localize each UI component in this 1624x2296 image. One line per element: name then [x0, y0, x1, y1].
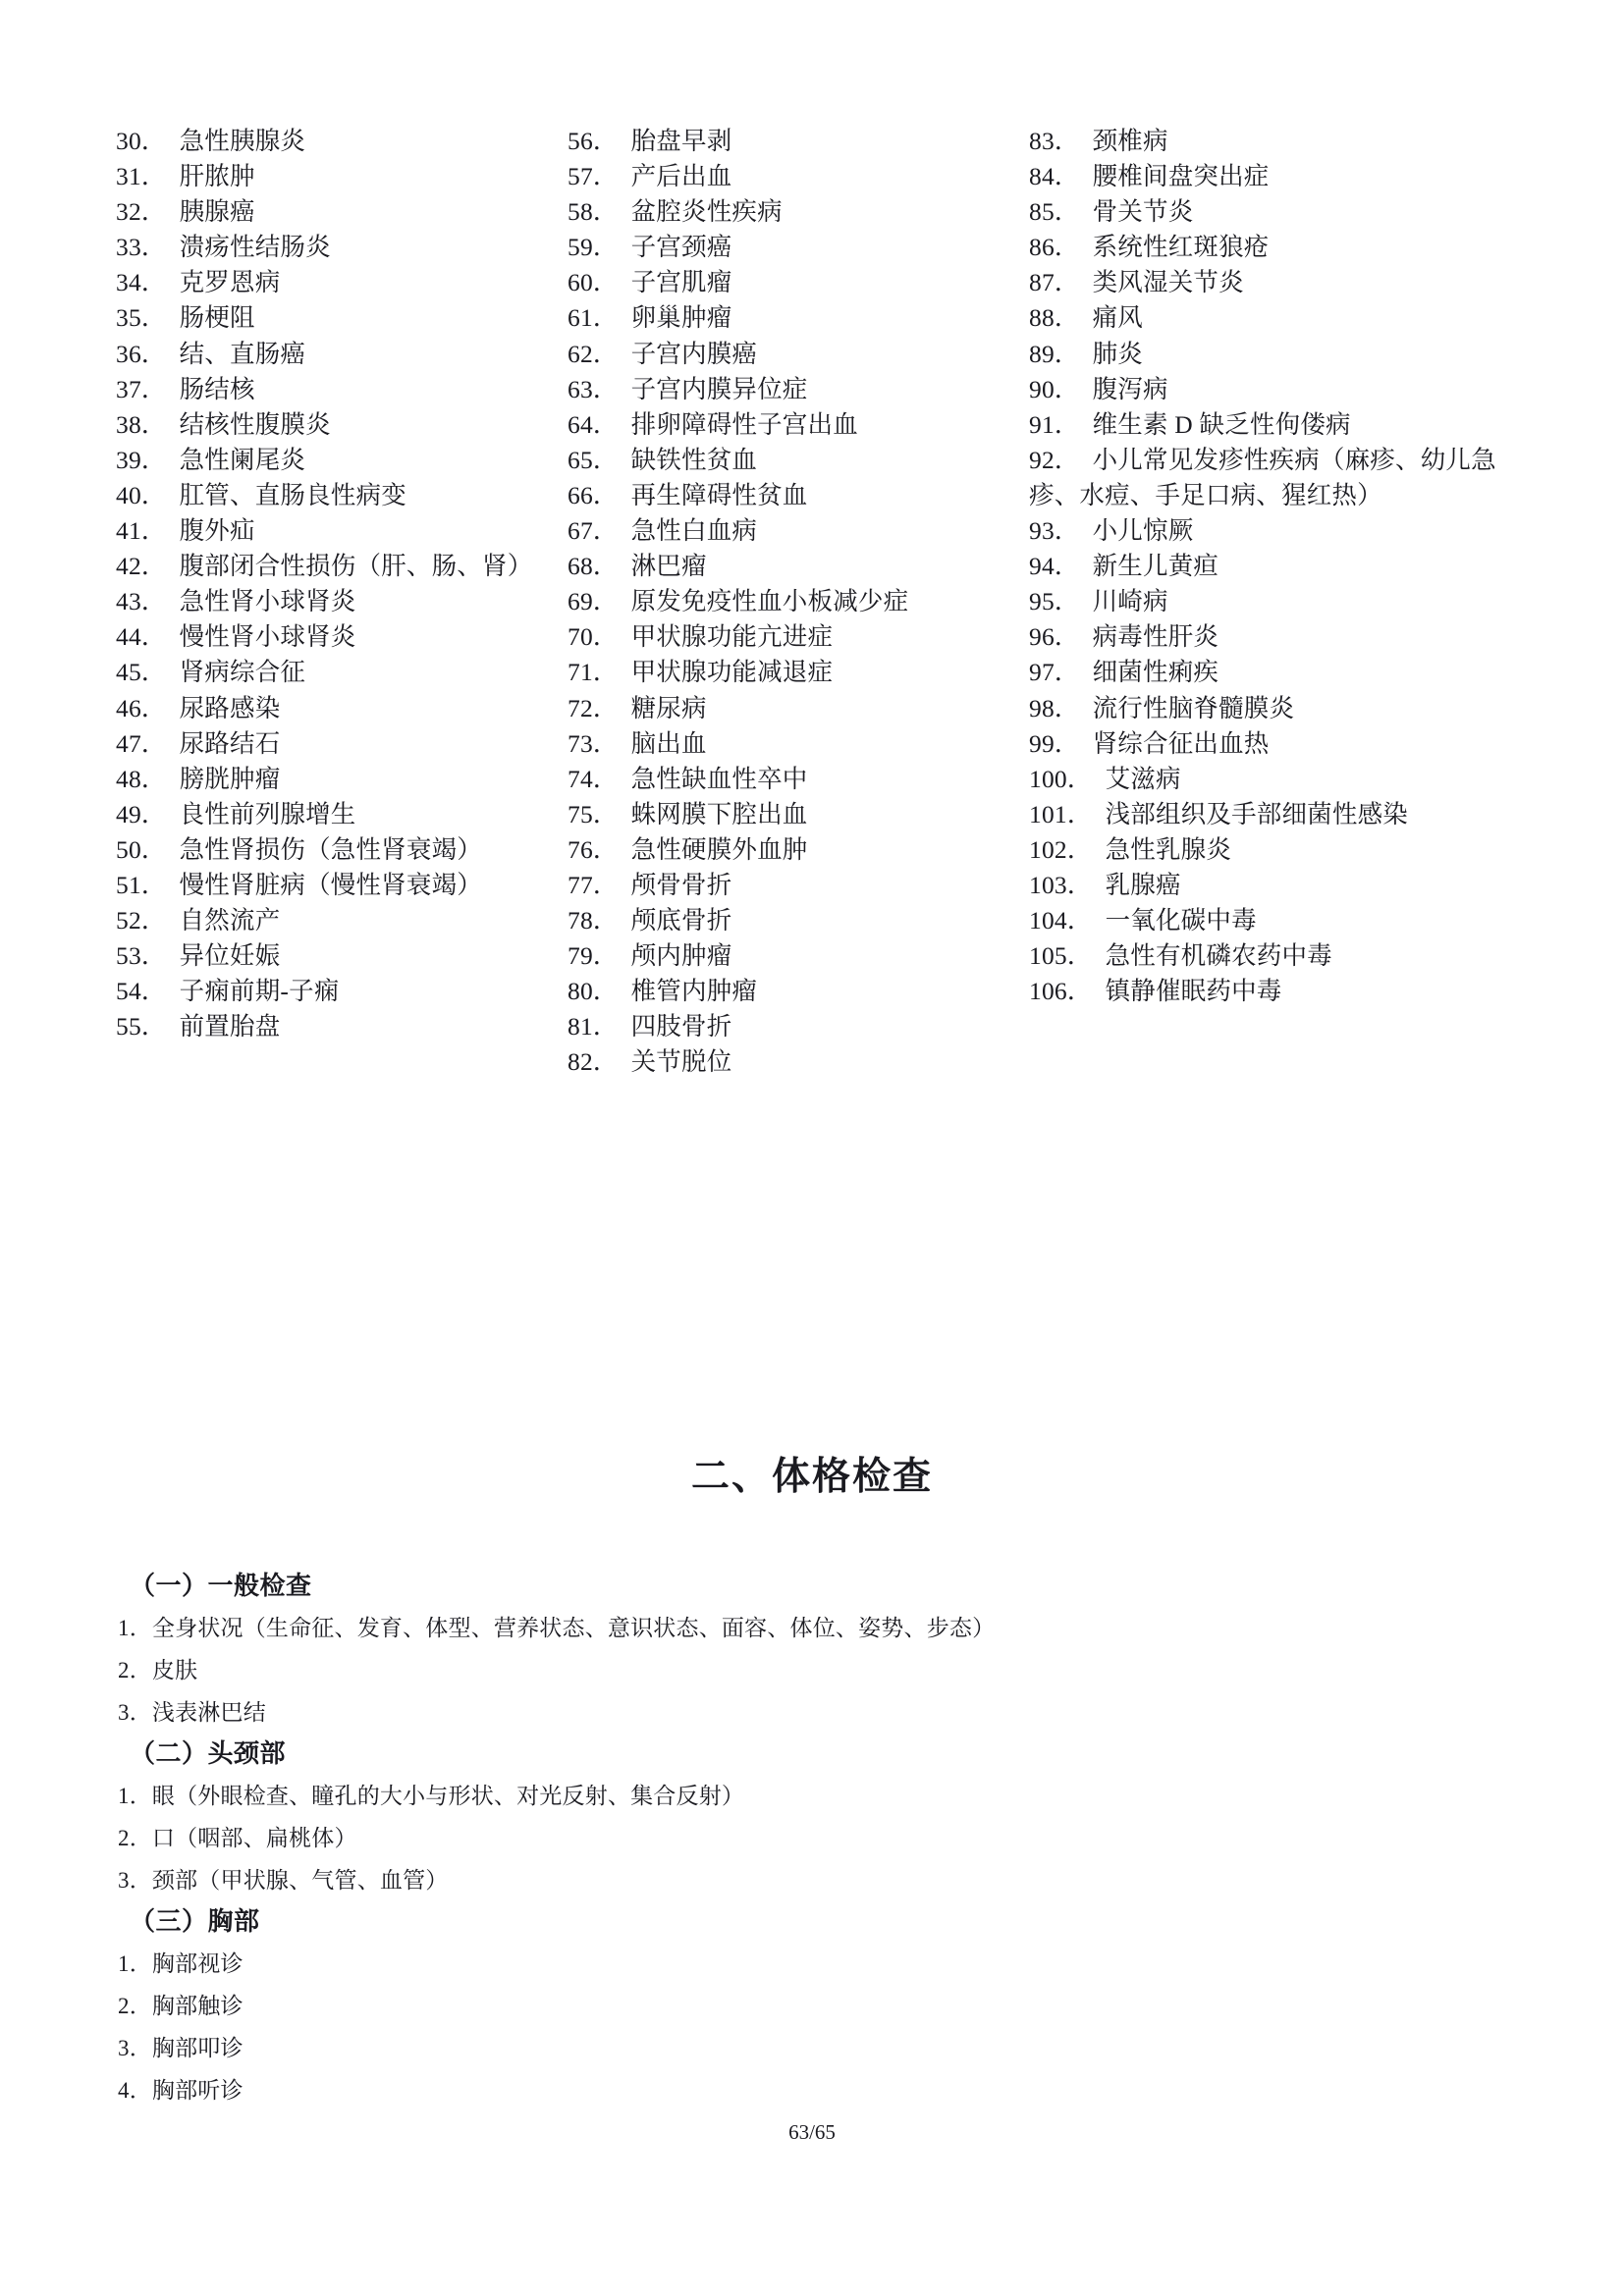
- disease-list-item: [116, 124, 568, 159]
- disease-item-number: 32．: [116, 197, 167, 227]
- disease-item-number: 101．: [1029, 799, 1093, 828]
- disease-item-label: 良性前列腺增生: [179, 799, 356, 828]
- disease-item-number: 82．: [568, 1047, 619, 1077]
- disease-item-label: 胎盘早剥: [630, 127, 732, 155]
- physical-exam-item-number: 4．: [118, 2078, 152, 2103]
- disease-item-label: 再生障碍性贫血: [630, 480, 808, 509]
- disease-item-number: 103．: [1029, 870, 1093, 899]
- physical-exam-item-label: 胸部触诊: [151, 1994, 244, 2018]
- disease-item-number: 86．: [1029, 233, 1080, 262]
- disease-item-label: 椎管内肿瘤: [630, 977, 758, 1006]
- disease-list-item: [1029, 726, 1520, 762]
- disease-list-item: [1029, 230, 1520, 265]
- physical-exam-item-label: 颈部（甲状腺、气管、血管）: [151, 1868, 449, 1893]
- disease-item-number: 38．: [116, 409, 167, 439]
- disease-item-number: 105．: [1029, 941, 1093, 971]
- disease-item-label: 类风湿关节炎: [1092, 268, 1244, 297]
- disease-item-label: 痛风: [1092, 303, 1144, 333]
- physical-exam-item-label: 眼（外眼检查、瞳孔的大小与形状、对光反射、集合反射）: [151, 1784, 745, 1808]
- disease-list-item: [568, 1044, 1029, 1080]
- disease-item-label: 结、直肠癌: [179, 339, 306, 368]
- disease-item-label: 原发免疫性血小板减少症: [630, 587, 909, 616]
- disease-item-label: 病毒性肝炎: [1092, 622, 1219, 652]
- disease-item-label: 前置胎盘: [179, 1012, 281, 1041]
- disease-list-item: [568, 832, 1029, 868]
- physical-exam-item: [118, 2027, 1512, 2069]
- disease-list-item: [568, 549, 1029, 584]
- disease-item-label: 腹部闭合性损伤（肝、肠、肾）: [179, 552, 533, 581]
- disease-item-label: 肠结核: [179, 374, 255, 403]
- physical-exam-item-label: 胸部叩诊: [151, 2036, 244, 2060]
- disease-list-item: [1029, 443, 1520, 513]
- disease-item-label: 急性胰腺炎: [179, 127, 306, 155]
- disease-list-item: [568, 584, 1029, 619]
- disease-item-number: 89．: [1029, 339, 1080, 368]
- disease-item-number: 90．: [1029, 374, 1080, 403]
- disease-item-label: 小儿惊厥: [1092, 516, 1194, 546]
- disease-item-label: 急性白血病: [630, 516, 758, 546]
- disease-item-label: 急性缺血性卒中: [630, 764, 808, 793]
- physical-exam-item: [118, 1775, 1512, 1817]
- disease-item-label: 自然流产: [179, 906, 281, 935]
- disease-item-label: 膀胱肿瘤: [179, 764, 281, 793]
- disease-list-item: [116, 443, 568, 478]
- disease-list-item: [116, 337, 568, 372]
- disease-item-number: 70．: [568, 622, 619, 652]
- disease-list-item: [1029, 300, 1520, 336]
- disease-item-label: 颈椎病: [1092, 127, 1168, 155]
- disease-item-label: 系统性红斑狼疮: [1092, 233, 1270, 262]
- disease-list-item: [568, 124, 1029, 159]
- disease-item-label: 肠梗阻: [179, 303, 255, 333]
- disease-list-item: [116, 619, 568, 655]
- disease-item-number: 94．: [1029, 552, 1080, 581]
- disease-list-item: [116, 762, 568, 797]
- disease-list-item: [568, 194, 1029, 230]
- disease-item-number: 55．: [116, 1012, 167, 1041]
- disease-item-number: 36．: [116, 339, 167, 368]
- disease-item-number: 46．: [116, 693, 167, 722]
- disease-item-number: 37．: [116, 374, 167, 403]
- disease-list-item: [568, 762, 1029, 797]
- disease-list-item: [116, 159, 568, 194]
- disease-list-item: [568, 443, 1029, 478]
- disease-list-item: [568, 974, 1029, 1009]
- disease-list-item: [1029, 655, 1520, 690]
- disease-list-item: [116, 478, 568, 513]
- disease-item-label: 四肢骨折: [630, 1012, 732, 1041]
- disease-item-number: 64．: [568, 409, 619, 439]
- physical-exam-item-number: 3．: [118, 2036, 152, 2060]
- physical-exam-item: [118, 1649, 1512, 1691]
- disease-list-item: [568, 726, 1029, 762]
- disease-item-number: 41．: [116, 516, 167, 546]
- disease-list-item: [568, 903, 1029, 938]
- disease-item-label: 腹泻病: [1092, 374, 1168, 403]
- disease-list-item: [568, 230, 1029, 265]
- disease-list-item: [568, 513, 1029, 549]
- disease-list-item: [1029, 691, 1520, 726]
- disease-item-number: 50．: [116, 834, 167, 864]
- disease-item-number: 72．: [568, 693, 619, 722]
- disease-item-number: 100．: [1029, 764, 1093, 793]
- physical-exam-item: [118, 1817, 1512, 1859]
- disease-item-number: 59．: [568, 233, 619, 262]
- section-heading-physical-exam: 二、体格检查: [690, 1456, 933, 1498]
- disease-list-item: [116, 549, 568, 584]
- disease-list-item: [1029, 832, 1520, 868]
- physical-exam-item-label: 胸部听诊: [151, 2078, 244, 2103]
- disease-item-number: 84．: [1029, 162, 1080, 191]
- physical-exam-item-number: 2．: [118, 1826, 152, 1850]
- disease-item-number: 75．: [568, 799, 619, 828]
- disease-item-label: 急性肾损伤（急性肾衰竭）: [179, 834, 483, 864]
- disease-item-label: 浅部组织及手部细菌性感染: [1105, 799, 1408, 828]
- disease-list-item: [568, 797, 1029, 832]
- disease-list-item: [568, 938, 1029, 974]
- disease-item-label: 急性乳腺炎: [1105, 834, 1232, 864]
- disease-item-number: 48．: [116, 764, 167, 793]
- disease-item-number: 47．: [116, 728, 167, 758]
- disease-item-label: 镇静催眠药中毒: [1105, 977, 1282, 1006]
- disease-list-item: [568, 159, 1029, 194]
- disease-item-number: 78．: [568, 906, 619, 935]
- disease-item-label: 子宫内膜异位症: [630, 374, 808, 403]
- disease-item-label: 克罗恩病: [179, 268, 281, 297]
- disease-item-number: 74．: [568, 764, 619, 793]
- disease-list-item: [1029, 584, 1520, 619]
- physical-exam-item: [118, 1943, 1512, 1985]
- disease-item-number: 33．: [116, 233, 167, 262]
- disease-item-label: 肺炎: [1092, 339, 1144, 368]
- disease-item-label: 排卵障碍性子宫出血: [630, 409, 858, 439]
- disease-list-item: [568, 407, 1029, 443]
- disease-item-label: 尿路感染: [179, 693, 281, 722]
- disease-list-item: [568, 868, 1029, 903]
- physical-exam-item-number: 1．: [118, 1951, 152, 1976]
- disease-list-item: [1029, 407, 1520, 443]
- disease-item-number: 30．: [116, 127, 167, 155]
- disease-list-item: [1029, 974, 1520, 1009]
- disease-item-label: 急性肾小球肾炎: [179, 587, 356, 616]
- disease-item-label: 慢性肾脏病（慢性肾衰竭）: [179, 870, 483, 899]
- disease-list-item: [116, 974, 568, 1009]
- physical-exam-item-number: 1．: [118, 1784, 152, 1808]
- disease-item-label: 肝脓肿: [179, 162, 255, 191]
- disease-item-number: 57．: [568, 162, 619, 191]
- disease-item-label: 关节脱位: [630, 1047, 732, 1077]
- disease-item-number: 68．: [568, 552, 619, 581]
- disease-item-number: 76．: [568, 834, 619, 864]
- disease-list-item: [1029, 337, 1520, 372]
- physical-exam-item-number: 3．: [118, 1868, 152, 1893]
- disease-item-number: 104．: [1029, 906, 1093, 935]
- disease-item-label: 结核性腹膜炎: [179, 409, 331, 439]
- disease-item-label: 流行性脑脊髓膜炎: [1092, 693, 1295, 722]
- disease-item-label: 甲状腺功能亢进症: [630, 622, 834, 652]
- disease-list-item: [116, 194, 568, 230]
- disease-list-item: [1029, 619, 1520, 655]
- disease-item-label: 颅骨骨折: [630, 870, 732, 899]
- disease-item-number: 106．: [1029, 977, 1093, 1006]
- disease-item-number: 63．: [568, 374, 619, 403]
- disease-item-number: 45．: [116, 658, 167, 687]
- disease-list-item: [116, 230, 568, 265]
- disease-list-item: [568, 337, 1029, 372]
- disease-item-number: 51．: [116, 870, 167, 899]
- disease-item-label: 细菌性痢疾: [1092, 658, 1219, 687]
- disease-item-number: 83．: [1029, 127, 1080, 155]
- disease-item-number: 99．: [1029, 728, 1080, 758]
- disease-list-item: [116, 300, 568, 336]
- disease-item-label: 急性有机磷农药中毒: [1105, 941, 1332, 971]
- physical-exam-item-label: 全身状况（生命征、发育、体型、营养状态、意识状态、面容、体位、姿势、步态）: [151, 1616, 996, 1640]
- physical-exam-item: [118, 2069, 1512, 2111]
- disease-item-number: 93．: [1029, 516, 1080, 546]
- disease-list-item: [1029, 938, 1520, 974]
- physical-exam-item-number: 2．: [118, 1994, 152, 2018]
- physical-exam-item: [118, 1691, 1512, 1734]
- disease-item-number: 73．: [568, 728, 619, 758]
- disease-item-number: 54．: [116, 977, 167, 1006]
- disease-list-item: [568, 478, 1029, 513]
- disease-item-label: 子痫前期-子痫: [179, 977, 340, 1006]
- disease-list-item: [116, 372, 568, 407]
- disease-item-label: 子宫内膜癌: [630, 339, 758, 368]
- disease-item-label: 尿路结石: [179, 728, 281, 758]
- disease-list-item: [568, 265, 1029, 300]
- disease-item-number: 35．: [116, 303, 167, 333]
- physical-exam-item-label: 口（咽部、扁桃体）: [151, 1826, 357, 1850]
- disease-list-item: [116, 691, 568, 726]
- disease-item-number: 65．: [568, 445, 619, 474]
- disease-item-label: 溃疡性结肠炎: [179, 233, 331, 262]
- disease-item-number: 77．: [568, 870, 619, 899]
- disease-list-item: [1029, 372, 1520, 407]
- disease-item-label: 胰腺癌: [179, 197, 255, 227]
- disease-item-number: 53．: [116, 941, 167, 971]
- disease-item-label: 艾滋病: [1105, 764, 1181, 793]
- physical-exam-item: [118, 1859, 1512, 1901]
- disease-item-number: 87．: [1029, 268, 1080, 297]
- disease-list-item: [1029, 194, 1520, 230]
- disease-item-number: 34．: [116, 268, 167, 297]
- disease-item-number: 69．: [568, 587, 619, 616]
- disease-item-number: 79．: [568, 941, 619, 971]
- disease-list-item: [116, 513, 568, 549]
- disease-list-item: [1029, 159, 1520, 194]
- disease-item-number: 44．: [116, 622, 167, 652]
- physical-exam-list: [118, 1566, 1512, 2111]
- physical-exam-item-number: 2．: [118, 1658, 152, 1682]
- disease-list-item: [116, 1009, 568, 1044]
- disease-item-number: 62．: [568, 339, 619, 368]
- disease-item-number: 92．: [1029, 445, 1080, 474]
- disease-list-item: [1029, 124, 1520, 159]
- disease-column-2: [568, 124, 1029, 1081]
- disease-item-label: 川崎病: [1092, 587, 1168, 616]
- disease-item-label: 产后出血: [630, 162, 732, 191]
- disease-item-number: 81．: [568, 1012, 619, 1041]
- disease-item-label: 脑出血: [630, 728, 707, 758]
- disease-item-label: 子宫肌瘤: [630, 268, 732, 297]
- disease-list-item: [568, 691, 1029, 726]
- physical-exam-item: [118, 1985, 1512, 2027]
- disease-item-label: 异位妊娠: [179, 941, 281, 971]
- disease-list-item: [116, 407, 568, 443]
- disease-item-label: 急性硬膜外血肿: [630, 834, 808, 864]
- disease-list-item: [116, 938, 568, 974]
- disease-item-number: 43．: [116, 587, 167, 616]
- disease-item-number: 80．: [568, 977, 619, 1006]
- disease-item-label: 卵巢肿瘤: [630, 303, 732, 333]
- disease-item-label: 颅底骨折: [630, 906, 732, 935]
- physical-exam-item-label: 浅表淋巴结: [151, 1700, 266, 1725]
- disease-item-label: 急性阑尾炎: [179, 445, 306, 474]
- disease-item-label: 新生儿黄疸: [1092, 552, 1219, 581]
- disease-item-label: 子宫颈癌: [630, 233, 732, 262]
- disease-item-number: 102．: [1029, 834, 1093, 864]
- physical-exam-item-label: 皮肤: [151, 1658, 198, 1682]
- disease-list-item: [568, 300, 1029, 336]
- disease-item-label: 颅内肿瘤: [630, 941, 732, 971]
- disease-item-label: 腹外疝: [179, 516, 255, 546]
- disease-list-item: [116, 868, 568, 903]
- disease-item-number: 67．: [568, 516, 619, 546]
- disease-item-number: 40．: [116, 480, 167, 509]
- disease-list-item: [1029, 903, 1520, 938]
- disease-list-item: [1029, 762, 1520, 797]
- disease-item-number: 56．: [568, 127, 619, 155]
- disease-item-label: 蛛网膜下腔出血: [630, 799, 808, 828]
- disease-item-number: 95．: [1029, 587, 1080, 616]
- disease-list-item: [568, 1009, 1029, 1044]
- disease-item-number: 58．: [568, 197, 619, 227]
- disease-item-number: 31．: [116, 162, 167, 191]
- disease-list-item: [568, 655, 1029, 690]
- disease-item-label: 腰椎间盘突出症: [1092, 162, 1270, 191]
- disease-list-item: [1029, 868, 1520, 903]
- disease-item-number: 97．: [1029, 658, 1080, 687]
- disease-item-label: 骨关节炎: [1092, 197, 1194, 227]
- physical-exam-item-number: 1．: [118, 1616, 152, 1640]
- disease-item-label: 肛管、直肠良性病变: [179, 480, 406, 509]
- disease-list-item: [116, 655, 568, 690]
- disease-list-item: [568, 372, 1029, 407]
- disease-item-label: 缺铁性贫血: [630, 445, 758, 474]
- disease-column-3: [1029, 124, 1520, 1009]
- physical-exam-item-label: 胸部视诊: [151, 1951, 244, 1976]
- disease-item-number: 85．: [1029, 197, 1080, 227]
- disease-item-number: 39．: [116, 445, 167, 474]
- disease-item-number: 66．: [568, 480, 619, 509]
- disease-list-item: [116, 726, 568, 762]
- disease-item-label: 小儿常见发疹性疾病（麻疹、幼儿急疹、水痘、手足口病、猩红热）: [1029, 445, 1496, 509]
- disease-item-label: 淋巴瘤: [630, 552, 707, 581]
- disease-item-label: 盆腔炎性疾病: [630, 197, 783, 227]
- disease-item-number: 71．: [568, 658, 619, 687]
- disease-list-item: [116, 832, 568, 868]
- physical-exam-group-title: （三）胸部: [130, 1907, 260, 1936]
- disease-list-item: [1029, 797, 1520, 832]
- physical-exam-group-title: （一）一般检查: [130, 1572, 312, 1600]
- physical-exam-item-number: 3．: [118, 1700, 152, 1725]
- disease-item-label: 维生素 D 缺乏性佝偻病: [1092, 409, 1351, 439]
- disease-item-number: 42．: [116, 552, 167, 581]
- disease-list-item: [116, 903, 568, 938]
- disease-list-item: [1029, 265, 1520, 300]
- disease-item-number: 96．: [1029, 622, 1080, 652]
- disease-item-number: 61．: [568, 303, 619, 333]
- page-number: 63/65: [788, 2120, 836, 2144]
- disease-item-number: 98．: [1029, 693, 1080, 722]
- disease-list-item: [568, 619, 1029, 655]
- disease-list-item: [116, 584, 568, 619]
- disease-item-number: 49．: [116, 799, 167, 828]
- disease-item-label: 乳腺癌: [1105, 870, 1181, 899]
- disease-item-number: 91．: [1029, 409, 1080, 439]
- disease-list-item: [1029, 513, 1520, 549]
- disease-item-label: 糖尿病: [630, 693, 707, 722]
- disease-item-label: 甲状腺功能减退症: [630, 658, 834, 687]
- physical-exam-group-title: （二）头颈部: [130, 1739, 287, 1768]
- disease-item-label: 慢性肾小球肾炎: [179, 622, 356, 652]
- disease-item-label: 肾病综合征: [179, 658, 306, 687]
- disease-list-item: [116, 797, 568, 832]
- disease-list-item: [116, 265, 568, 300]
- disease-item-label: 肾综合征出血热: [1092, 728, 1270, 758]
- disease-item-label: 一氧化碳中毒: [1105, 906, 1257, 935]
- disease-column-1: [116, 124, 568, 1044]
- disease-item-number: 60．: [568, 268, 619, 297]
- disease-list: [116, 124, 1520, 1081]
- physical-exam-item: [118, 1607, 1512, 1649]
- disease-item-number: 88．: [1029, 303, 1080, 333]
- disease-list-item: [1029, 549, 1520, 584]
- disease-item-number: 52．: [116, 906, 167, 935]
